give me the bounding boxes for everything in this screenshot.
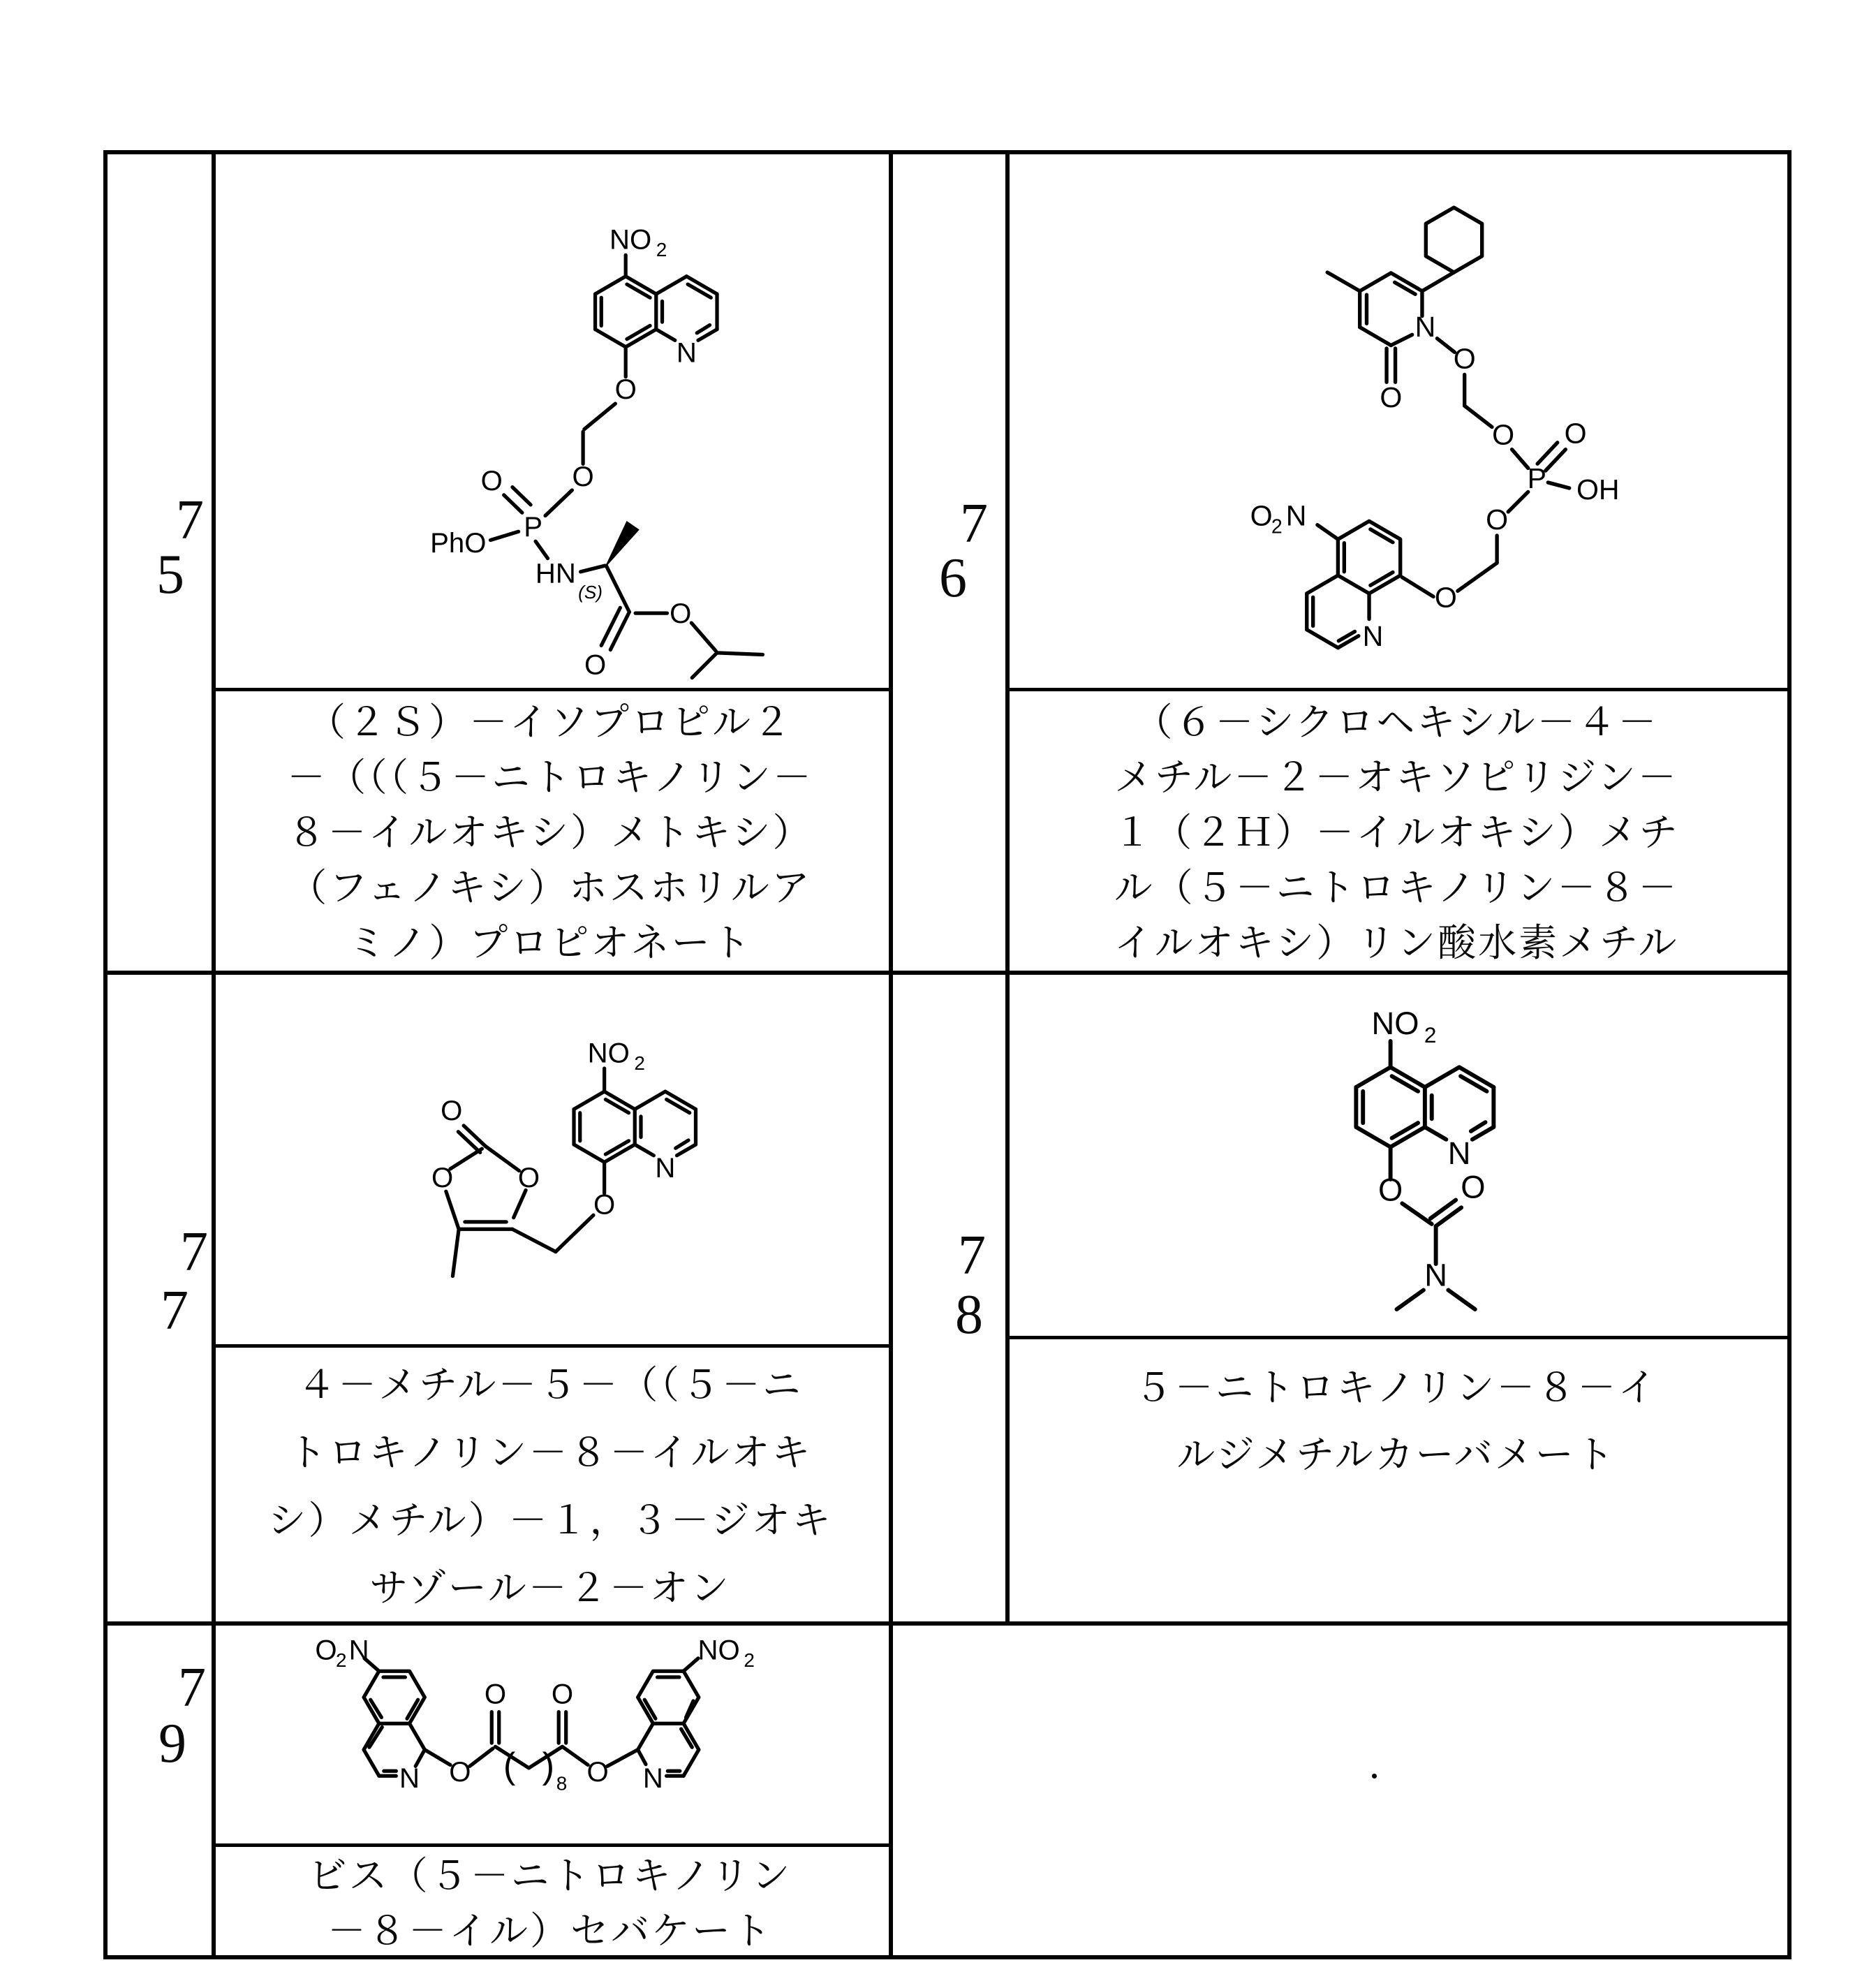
nitro-label: NO: [587, 1037, 630, 1069]
ether-oxygen-label: O: [1377, 1172, 1403, 1208]
table-border-right: [1787, 150, 1792, 1959]
carbonate-oxo-label: O: [441, 1095, 463, 1127]
scan-artifact-dot: [1372, 1774, 1377, 1779]
pyridinone-ring: [1327, 272, 1422, 382]
methylene-oxygen-label: O: [1492, 418, 1515, 451]
nitro-o-label: O: [1250, 499, 1273, 532]
name-line: シ）メチル）－１，３－ジオキ: [267, 1499, 833, 1542]
name-line: ル（５－ニトロキノリン－８－: [1114, 867, 1679, 909]
table-border-bottom: [103, 1955, 1792, 1959]
quinoline-ring-75: [596, 255, 717, 347]
amide-nh-label: HN: [535, 557, 576, 589]
p-hydroxy-label: OH: [1576, 473, 1620, 506]
nitro-subscript: 2: [634, 1052, 645, 1074]
name-line: ５－ニトロキノリン－８－イ: [1134, 1367, 1659, 1409]
name-line: （２Ｓ）－イソプロピル２: [306, 701, 793, 744]
entry-number-digit: 7: [178, 1657, 206, 1718]
nitro-n-label: N: [348, 1634, 369, 1666]
right-nitroquinoline: [638, 1658, 699, 1776]
ester-oxygen-left-label: O: [449, 1756, 471, 1788]
phosphoryl-oxygen-label: O: [480, 464, 503, 496]
entry-75-structure-drawing: [212, 150, 889, 686]
ether-oxygen-label: O: [593, 1188, 616, 1221]
ester-oxygen-label: O: [670, 598, 692, 630]
table-border-left: [103, 150, 108, 1959]
ring-oxygen-left-label: O: [431, 1162, 454, 1194]
ring-nitrogen-right-label: N: [642, 1762, 663, 1794]
bridge-oxygen-label: O: [1486, 503, 1509, 536]
nitro-label: NO: [610, 223, 652, 256]
left-nitroquinoline: [364, 1658, 424, 1776]
name-line: ４－メチル－５－（（５－ニ: [297, 1364, 803, 1406]
entry-76-name: [1005, 691, 1787, 967]
name-line: ルジメチルカーバメート: [1176, 1434, 1616, 1476]
name-line: ビス（５－ニトロキノリン: [308, 1855, 792, 1897]
nitro-label: NO: [1371, 1006, 1419, 1042]
name-line: サゾール－２－オン: [369, 1567, 731, 1610]
oxo-left-label: O: [484, 1678, 507, 1710]
nitro-right-subscript: 2: [744, 1649, 755, 1672]
ring-nitrogen-left-label: N: [399, 1762, 420, 1794]
repeat-paren-close: ): [542, 1745, 555, 1786]
nitro-subscript: 2: [335, 1649, 347, 1672]
noxy-oxygen-label: O: [1453, 342, 1476, 375]
ester-oxygen-right-label: O: [586, 1756, 609, 1788]
name-line: （フェノキシ）ホスホリルア: [288, 867, 812, 909]
name-line: イルオキシ）リン酸水素メチル: [1114, 922, 1679, 964]
oxo-right-label: O: [551, 1678, 574, 1710]
name-line: －（（（５－ニトロキノリン－: [287, 756, 813, 799]
dioxolone-ring: [446, 1126, 593, 1276]
pyridinone-oxo-label: O: [1380, 381, 1403, 413]
name-line: （６－シクロヘキシル－４－: [1134, 701, 1659, 744]
ether-oxygen-label: O: [1434, 581, 1457, 614]
name-line: ミノ）プロピオネート: [348, 922, 753, 964]
p-oxo-label: O: [1564, 417, 1587, 450]
ether-oxygen-label: O: [614, 374, 637, 406]
carbonyl-oxygen-label: O: [584, 649, 607, 681]
nitro-subscript: 2: [1271, 515, 1283, 538]
entry-number-digit: 8: [955, 1284, 983, 1346]
ring-nitrogen-label: N: [1447, 1135, 1471, 1172]
repeat-paren-open: (: [503, 1745, 516, 1786]
name-line: メチル－２－オキソピリジン－: [1114, 756, 1678, 799]
entry-number-digit: 7: [180, 1221, 208, 1283]
nitro-n-label: N: [1285, 499, 1307, 532]
entry-75-name: [212, 691, 889, 967]
ring-oxygen-right-label: O: [517, 1162, 540, 1194]
nitro-o-label: O: [315, 1634, 337, 1666]
nitro-subscript: 2: [1424, 1022, 1437, 1047]
entry-number-digit: 6: [939, 547, 967, 609]
entry-number-digit: 7: [176, 489, 204, 551]
entry-number-digit: 9: [158, 1713, 186, 1774]
entry-77-structure-drawing: [212, 971, 889, 1343]
name-line: トロキノリン－８－イルオキ: [288, 1431, 813, 1474]
entry-77-name: [212, 1348, 889, 1619]
cyclohexyl-ring: [1422, 207, 1482, 291]
ring-nitrogen-label: N: [655, 1152, 676, 1184]
quinoline-n-label: N: [1362, 619, 1384, 652]
name-line: １（２Ｈ）－イルオキシ）メチ: [1113, 811, 1680, 854]
pyridinone-n-label: N: [1414, 311, 1436, 344]
amine-nitrogen-label: N: [1424, 1257, 1447, 1293]
stereocenter-label: (S): [578, 582, 603, 603]
methylene-oxygen-label: O: [572, 460, 594, 492]
carbonyl-oxygen-label: O: [1461, 1169, 1486, 1205]
phenoxy-label: PhO: [430, 527, 487, 559]
nitroquinoline-76: [1307, 521, 1401, 647]
entry-number-digit: 7: [161, 1280, 189, 1341]
entry-76-structure-drawing: [1005, 150, 1786, 686]
quinoline-ring-78: [1356, 1041, 1493, 1147]
entry-number-digit: 7: [958, 1225, 986, 1286]
entry-number-digit: 7: [960, 493, 988, 554]
name-line: －８－イル）セバケート: [327, 1910, 773, 1952]
quinoline-ring-77: [574, 1068, 695, 1193]
entry-78-structure-drawing: [1005, 971, 1786, 1334]
nitro-subscript: 2: [656, 238, 667, 260]
entry-number-digit: 5: [156, 544, 184, 605]
phosphorus-label: P: [524, 511, 542, 543]
center-col-divider: [889, 150, 893, 1959]
entry-78-name: [1005, 1339, 1787, 1619]
phosphorus-label: P: [1527, 462, 1546, 495]
ring-nitrogen-label: N: [676, 337, 697, 369]
nitro-right-label: NO: [697, 1634, 740, 1666]
entry-79-name: [212, 1845, 889, 1953]
repeat-count: 8: [556, 1772, 568, 1795]
name-line: ８－イルオキシ）メトキシ）: [287, 811, 813, 854]
entry-79-structure-drawing: [212, 1621, 889, 1842]
